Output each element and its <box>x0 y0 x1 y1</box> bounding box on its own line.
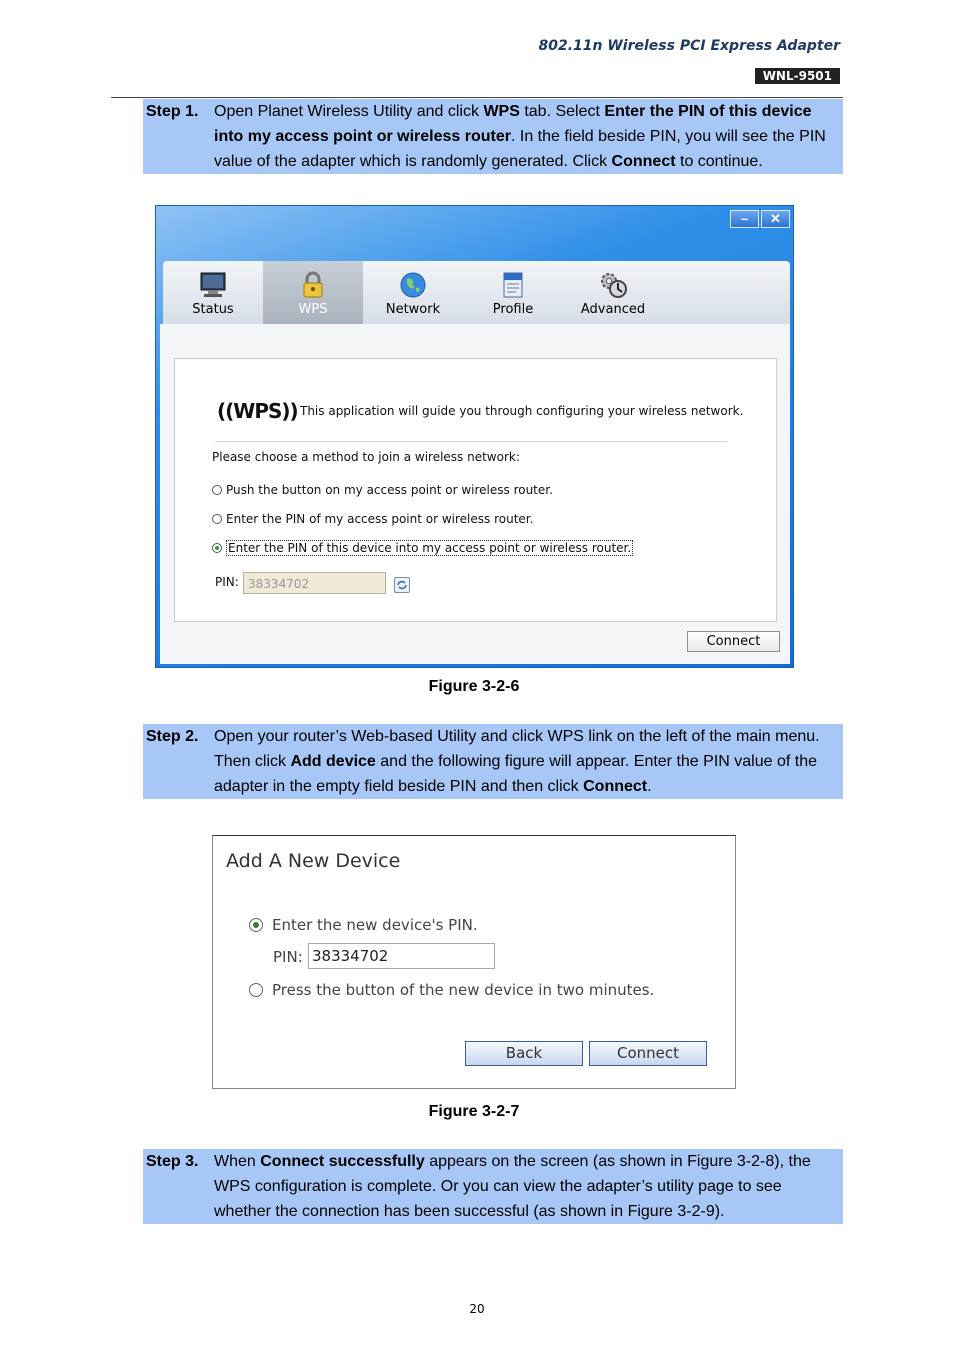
radio-button-selected[interactable] <box>212 543 222 553</box>
step-text-bold: WPS <box>483 103 520 120</box>
radio-button[interactable] <box>212 485 222 495</box>
refresh-pin-button[interactable] <box>394 577 410 593</box>
option-ap-pin[interactable] <box>212 512 533 526</box>
gears-icon <box>598 270 628 300</box>
panel-title: Add A New Device <box>226 850 401 872</box>
step-text-run: . <box>647 778 652 795</box>
connect-button[interactable]: Connect <box>589 1041 707 1066</box>
option-label: Press the button of the new device in two minutes. <box>272 981 655 999</box>
step-label: Step 2. <box>146 728 199 745</box>
window-controls <box>730 210 790 228</box>
step-text-run: tab. Select <box>519 103 605 120</box>
header-title: 802.11n Wireless PCI Express Adapter <box>538 38 840 54</box>
figure-caption: Figure 3-2-6 <box>428 678 520 695</box>
option-label: Push the button on my access point or wireless router. <box>226 483 553 497</box>
refresh-icon <box>395 578 409 592</box>
option-device-pin[interactable] <box>212 540 633 556</box>
pin-label: PIN: <box>273 948 303 966</box>
step-text-bold: Add device <box>290 753 376 770</box>
step-text-run: Open your router’s Web-based Utility and click WPS link on the left of the main menu. Then click <box>214 728 820 770</box>
back-button[interactable]: Back <box>465 1041 583 1066</box>
step-2 <box>143 724 843 799</box>
model-badge: WNL-9501 <box>755 68 840 84</box>
wps-panel <box>160 324 790 664</box>
step-text <box>214 1149 843 1224</box>
figure-caption: Figure 3-2-7 <box>428 1103 520 1120</box>
guide-text: This application will guide you through configuring your wireless network. <box>300 404 744 418</box>
close-button[interactable]: ✕ <box>761 210 790 228</box>
tab-label: WPS <box>298 302 328 317</box>
option-label: Enter the PIN of this device into my access point or wireless router. <box>228 541 632 555</box>
step-text-bold: Connect successfully <box>260 1153 425 1170</box>
monitor-icon <box>198 270 228 300</box>
tab-network[interactable] <box>363 261 463 324</box>
radio-button-selected[interactable] <box>249 918 263 932</box>
page-number: 20 <box>469 1302 485 1316</box>
option-push-button[interactable] <box>212 483 553 497</box>
step-text <box>214 724 843 799</box>
step-text-run: Open Planet Wireless Utility and click <box>214 103 484 120</box>
wps-logo: ((WPS)) <box>217 399 298 423</box>
header-rule <box>111 97 843 98</box>
step-text-run: and the following figure will appear. Enter the PIN value of the adapter in the empty field beside PIN and then click <box>214 753 817 795</box>
step-3 <box>143 1149 843 1224</box>
tab-label: Network <box>385 302 441 317</box>
pin-label: PIN: <box>215 575 239 589</box>
tab-advanced[interactable] <box>563 261 663 324</box>
step-text <box>214 99 843 174</box>
option-push-button[interactable] <box>249 981 654 999</box>
radio-button[interactable] <box>249 983 263 997</box>
option-enter-pin[interactable] <box>249 916 478 934</box>
step-text-run: to continue. <box>675 153 763 170</box>
tab-status[interactable] <box>163 261 263 324</box>
tab-label: Status <box>192 302 234 317</box>
step-label: Step 1. <box>146 103 199 120</box>
step-text-run: When <box>214 1153 261 1170</box>
wps-content <box>174 358 777 622</box>
document-icon <box>498 270 528 300</box>
tab-profile[interactable] <box>463 261 563 324</box>
tab-wps[interactable] <box>263 261 363 324</box>
utility-window <box>155 205 794 668</box>
step-text-bold: Connect <box>611 153 676 170</box>
pin-field[interactable]: 38334702 <box>243 572 386 594</box>
tab-label: Advanced <box>580 302 646 317</box>
option-label: Enter the PIN of my access point or wireless router. <box>226 512 534 526</box>
step-text-run: . In the field beside PIN, you will see the PIN value of the adapter which is randomly generated. Click <box>214 128 826 170</box>
connect-button[interactable]: Connect <box>687 631 780 652</box>
tab-label: Profile <box>492 302 534 317</box>
option-label: Enter the new device's PIN. <box>272 916 478 934</box>
divider <box>215 441 727 442</box>
step-1 <box>143 99 843 174</box>
step-text-bold: Enter the PIN of this device into my access point or wireless router <box>214 103 812 145</box>
radio-button[interactable] <box>212 514 222 524</box>
step-text-run: appears on the screen (as shown in Figure 3-2-8), the WPS configuration is complete. Or you can view the adapter’s utility page to see whether the connection has been successful (as shown in Figure 3-2-9). <box>214 1153 811 1220</box>
choose-text: Please choose a method to join a wireless network: <box>212 450 520 464</box>
globe-icon <box>398 270 428 300</box>
minimize-button[interactable]: – <box>730 210 759 228</box>
step-label: Step 3. <box>146 1153 199 1170</box>
pin-input[interactable]: 38334702 <box>308 943 495 969</box>
lock-icon <box>298 270 328 300</box>
add-device-panel <box>212 835 736 1089</box>
step-text-bold: Connect <box>583 778 648 795</box>
tab-bar <box>163 261 790 324</box>
